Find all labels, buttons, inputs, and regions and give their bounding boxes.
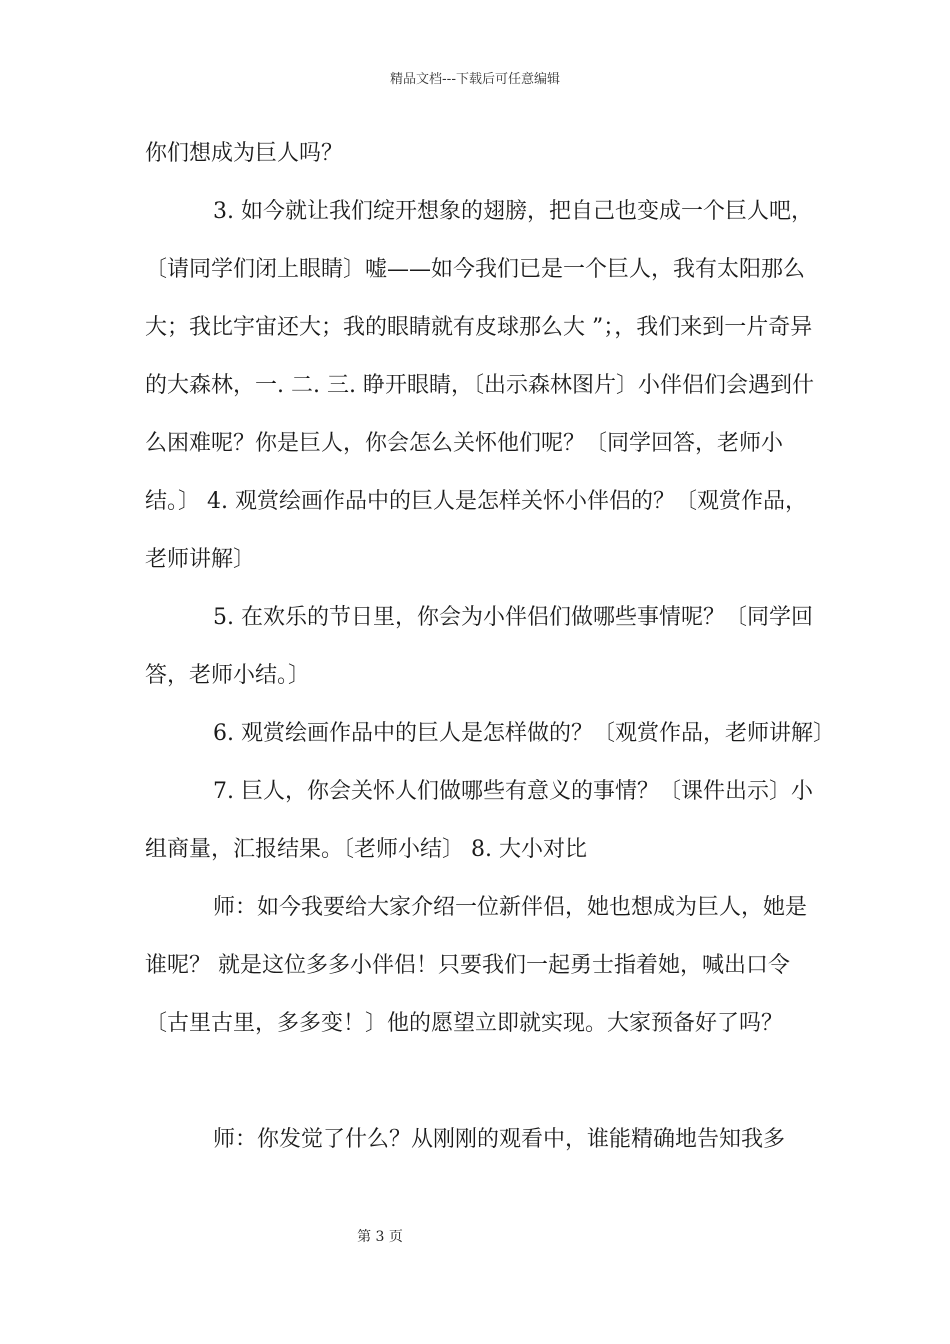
paragraph-7: 师：你发觉了什么？从刚刚的观看中，谁能精确地告知我多: [213, 1127, 786, 1152]
document-body: [145, 125, 835, 1169]
paragraph-1: 你们想成为巨人吗？: [145, 141, 344, 166]
page-number: 第 3 页: [357, 1229, 403, 1245]
paragraph-5: 7. 巨人，你会关怀人们做哪些有意义的事情？〔课件出示〕小组商量，汇报结果。〔老师小结〕 8. 大小对比: [145, 779, 813, 862]
paragraph-4: 6. 观赏绘画作品中的巨人是怎样做的？〔观赏作品，老师讲解〕: [213, 721, 835, 746]
page-header: 精品文档---下载后可任意编辑: [389, 72, 561, 87]
paragraph-gap: [145, 1053, 825, 1111]
paragraph-6: 师：如今我要给大家介绍一位新伴侣，她也想成为巨人，她是谁呢？ 就是这位多多小伴侣！只要我们一起勇士指着她，喊出口令〔古里古里，多多变！〕他的愿望立即就实现。大家预备好了吗？: [145, 895, 808, 1036]
paragraph-3: 5. 在欢乐的节日里，你会为小伴侣们做哪些事情呢？〔同学回答，老师小结。〕: [145, 605, 813, 688]
paragraph-2: 3. 如今就让我们绽开想象的翅膀，把自己也变成一个巨人吧，〔请同学们闭上眼睛〕嘘——如今我们已是一个巨人，我有太阳那么大；我比宇宙还大；我的眼睛就有皮球那么大 ”；，我们来到一片奇异的大森林，一. 二. 三. 睁开眼睛，〔出示森林图片〕小伴侣们会遇到什么困难呢？你是巨人，你会怎么关怀他们呢？〔同学回答，老师小结。〕 4. 观赏绘画作品中的巨人是怎样关怀小伴侣的？〔观赏作品，老师讲解〕: [145, 199, 814, 572]
